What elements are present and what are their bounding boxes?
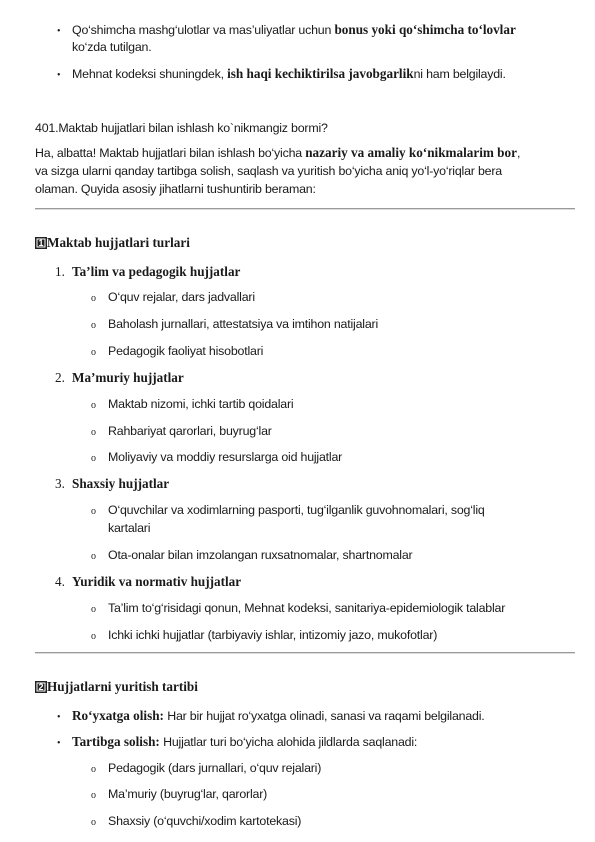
list-number: 4.	[55, 574, 65, 589]
list-item: O‘quvchilar va xodimlarning pasporti, tug‘ilganlik guvohnomalari, sog‘liq	[108, 503, 485, 517]
question-heading: 401.Maktab hujjatlari bilan ishlash ko`nikmangiz bormi?	[35, 121, 328, 135]
circle-bullet: o	[91, 631, 96, 642]
bullet-marker: •	[57, 712, 61, 723]
bullet-marker: •	[57, 738, 61, 749]
procedure-bullet	[72, 734, 417, 750]
bold-text: bonus yoki qo‘shimcha to‘lovlar	[334, 22, 516, 37]
horizontal-rule	[35, 208, 575, 210]
intro-bullet-1-line2: ko‘zda tutilgan.	[72, 40, 152, 54]
group-title: Ta’lim va pedagogik hujjatlar	[72, 264, 241, 279]
list-item: Pedagogik faoliyat hisobotlari	[108, 344, 264, 358]
circle-bullet: o	[91, 604, 96, 615]
answer-line-3: olaman. Quyida asosiy jihatlarni tushuntirib beraman:	[35, 182, 316, 196]
circle-bullet: o	[91, 427, 96, 438]
circle-bullet: o	[91, 817, 96, 828]
circle-bullet: o	[91, 400, 96, 411]
circle-bullet: o	[91, 551, 96, 562]
group-title: Ma’muriy hujjatlar	[72, 370, 184, 385]
list-number: 3.	[55, 476, 65, 491]
intro-bullet-2	[72, 66, 506, 82]
list-item: O‘quv rejalar, dars jadvallari	[108, 290, 255, 304]
list-item-continuation: kartalari	[108, 521, 151, 535]
section-title: Hujjatlarni yuritish tartibi	[47, 679, 198, 694]
bullet-marker: •	[57, 26, 61, 37]
group-title: Shaxsiy hujjatlar	[72, 476, 170, 491]
keycap-one-icon: 1	[35, 237, 47, 249]
list-item: Ota-onalar bilan imzolangan ruxsatnomalar, shartnomalar	[108, 548, 413, 562]
text: Har bir hujjat ro‘yxatga olinadi, sanasi va raqami belgilanadi.	[163, 709, 485, 723]
bold-text: ish haqi kechiktirilsa javobgarlik	[227, 66, 414, 81]
text: ,	[516, 146, 521, 160]
answer-line-2: va sizga ularni qanday tartibga solish, saqlash va yuritish bo‘yicha aniq yo‘l-yo‘riqlar bera	[35, 164, 502, 178]
list-item: Maktab nizomi, ichki tartib qoidalari	[108, 397, 294, 411]
list-number: 2.	[55, 370, 65, 385]
keycap-two-icon: 2	[35, 681, 47, 693]
circle-bullet: o	[91, 320, 96, 331]
answer-line-1	[35, 145, 520, 161]
text: Qo‘shimcha mashg‘ulotlar va mas’uliyatlar uchun	[72, 23, 335, 37]
list-item: Pedagogik (dars jurnallari, o‘quv rejalari)	[108, 761, 322, 775]
list-item: Ma’muriy (buyrug‘lar, qarorlar)	[108, 787, 268, 801]
text: Hujjatlar turi bo‘yicha alohida jildlarda saqlanadi:	[159, 735, 418, 749]
text: ni ham belgilaydi.	[413, 67, 506, 81]
list-item: Shaxsiy (o‘quvchi/xodim kartotekasi)	[108, 814, 302, 828]
list-item: Baholash jurnallari, attestatsiya va imtihon natijalari	[108, 317, 378, 331]
circle-bullet: o	[91, 347, 96, 358]
list-item: Ta’lim to‘g‘risidagi qonun, Mehnat kodeksi, sanitariya-epidemiologik talablar	[108, 601, 506, 615]
circle-bullet: o	[91, 764, 96, 775]
list-item: Ichki ichki hujjatlar (tarbiyaviy ishlar, intizomiy jazo, mukofotlar)	[108, 628, 438, 642]
procedure-bullet	[72, 708, 485, 724]
bold-text: Tartibga solish:	[72, 734, 160, 749]
text: Mehnat kodeksi shuningdek,	[72, 67, 228, 81]
circle-bullet: o	[91, 506, 96, 517]
horizontal-rule	[35, 652, 575, 654]
text: Ha, albatta! Maktab hujjatlari bilan ishlash bo‘yicha	[35, 146, 306, 160]
circle-bullet: o	[91, 790, 96, 801]
list-number: 1.	[55, 264, 65, 279]
section-title: Maktab hujjatlari turlari	[47, 235, 190, 250]
bold-text: nazariy va amaliy ko‘nikmalarim bor	[305, 145, 517, 160]
circle-bullet: o	[91, 293, 96, 304]
group-title: Yuridik va normativ hujjatlar	[72, 574, 242, 589]
bold-text: Ro‘yxatga olish:	[72, 708, 164, 723]
list-item: Moliyaviy va moddiy resurslarga oid hujjatlar	[108, 450, 343, 464]
list-item: Rahbariyat qarorlari, buyrug‘lar	[108, 424, 272, 438]
intro-bullet-1	[72, 22, 516, 38]
bullet-marker: •	[57, 70, 61, 81]
circle-bullet: o	[91, 453, 96, 464]
